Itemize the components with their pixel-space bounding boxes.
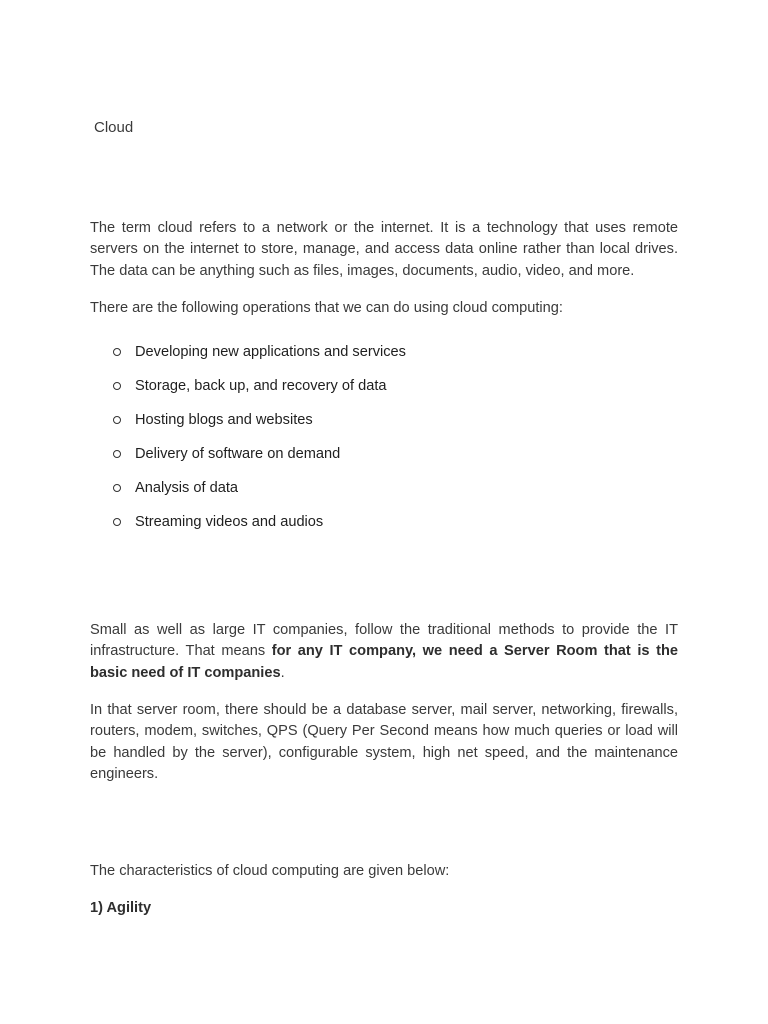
circle-bullet-icon — [113, 416, 121, 424]
list-item — [108, 443, 406, 477]
characteristic-heading-agility: 1) Agility — [90, 900, 152, 916]
characteristics-intro-paragraph: The characteristics of cloud computing are given below: — [90, 863, 450, 879]
traditional-text-after: . — [280, 664, 285, 681]
page-title: Cloud — [94, 119, 134, 136]
circle-bullet-icon — [113, 518, 121, 526]
intro-paragraph: The term cloud refers to a network or the internet. It is a technology that uses remote servers on the internet to store, manage, and access data online rather than local drives. The data can be anything such as files, images, documents, audio, video, and more. — [90, 220, 678, 279]
operations-list — [108, 341, 406, 545]
traditional-text-before: Small as well as large IT companies, follow the traditional methods to provide the IT infrastructure. That means — [90, 622, 678, 660]
circle-bullet-icon — [113, 382, 121, 390]
list-item-text: Streaming videos and audios — [135, 514, 324, 530]
list-item-text: Delivery of software on demand — [135, 446, 341, 462]
circle-bullet-icon — [113, 484, 121, 492]
traditional-bold-text: for any IT company, we need a Server Room that is the basic need of IT companies — [90, 643, 678, 681]
circle-bullet-icon — [113, 348, 121, 356]
list-item-text: Hosting blogs and websites — [135, 412, 313, 428]
list-item — [108, 409, 406, 443]
list-item — [108, 477, 406, 511]
server-room-paragraph: In that server room, there should be a database server, mail server, networking, firewalls, routers, modem, switches, QPS (Query Per Second means how much queries or load will be handled by the server), configurable system, high net speed, and the maintenance engineers. — [90, 702, 678, 783]
operations-intro-paragraph: There are the following operations that we can do using cloud computing: — [90, 300, 563, 316]
list-item-text: Storage, back up, and recovery of data — [135, 378, 387, 394]
traditional-methods-paragraph — [90, 620, 678, 684]
circle-bullet-icon — [113, 450, 121, 458]
list-item — [108, 341, 406, 375]
list-item — [108, 375, 406, 409]
list-item — [108, 511, 406, 545]
list-item-text: Developing new applications and services — [135, 344, 406, 360]
list-item-text: Analysis of data — [135, 480, 239, 496]
